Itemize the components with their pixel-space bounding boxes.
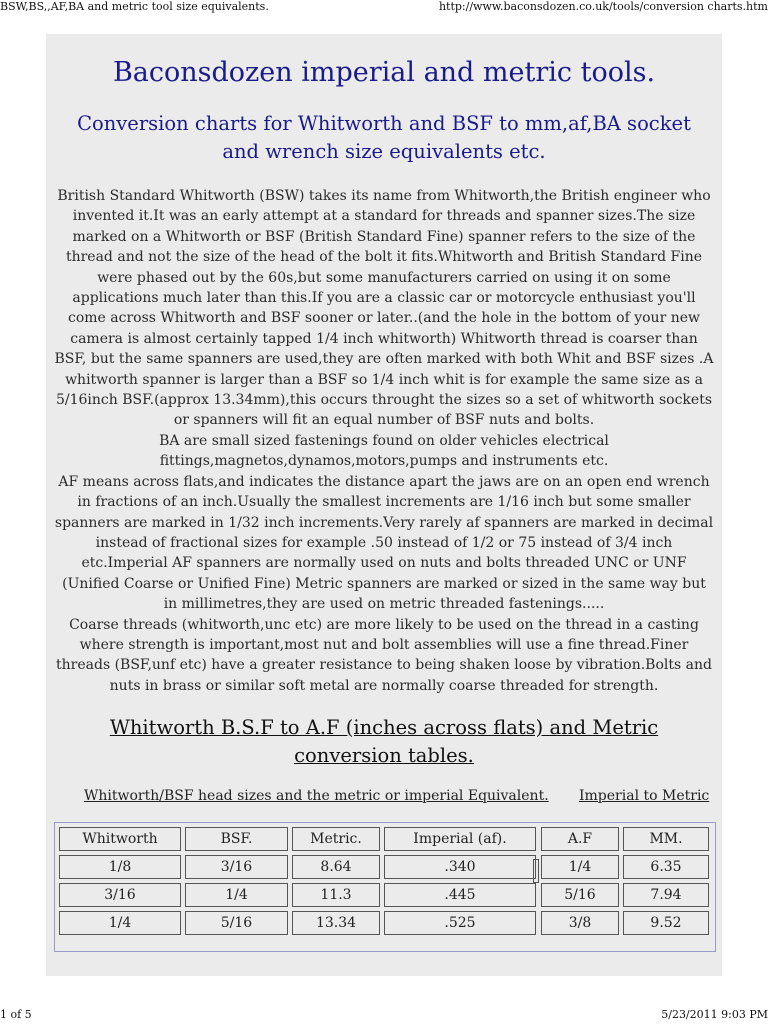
cell-mm: 7.94 [623, 883, 709, 907]
caption-whitworth-table: Whitworth/BSF head sizes and the metric or imperial Equivalent. [84, 788, 549, 805]
print-footer [0, 1008, 768, 1024]
paragraph-af: AF means across flats,and indicates the distance apart the jaws are on an open end wrench in fractions of an inch.Usually the smallest increments are 1/16 inch but some smaller spanners are marked in 1/32 inch increments.Very rarely af spanners are marked in decimal instead of fractional sizes for example .50 instead of 1/2 or 75 instead of 3/4 inch etc.Imperial AF spanners are normally used on nuts and bolts threaded UNC or UNF (Unified Coarse or Unified Fine) Metric spanners are marked or sized in the same way but in millimetres,they are used on metric threaded fastenings..... [54, 473, 714, 613]
cell-af: 1/4 [541, 855, 619, 879]
caption-imperial-metric-table: Imperial to Metric [579, 788, 710, 805]
paragraph-threads: Coarse threads (whitworth,unc etc) are more likely to be used on the thread in a casting where strength is important,most nut and bolt assemblies will use a fine thread.Finer threads (BSF,unf etc) have a greater resistance to being shaken loose by vibration.Bolts and nuts in brass or similar soft metal are normally coarse threaded for strength. [56, 616, 712, 694]
conversion-tables [54, 822, 716, 952]
paragraph-ba: BA are small sized fastenings found on older vehicles electrical fittings,magnetos,dynamos,motors,pumps and instruments etc. [159, 432, 609, 470]
table-row [541, 911, 709, 935]
header-bsf: BSF. [185, 827, 288, 851]
header-imperial-af: Imperial (af). [384, 827, 536, 851]
table-captions [46, 788, 722, 810]
imperial-metric-table [537, 823, 713, 939]
page-subtitle: Conversion charts for Whitworth and BSF to mm,af,BA socket and wrench size equivalents etc. [77, 112, 691, 163]
page-count: 1 of 5 [0, 1008, 32, 1021]
cell-bsf: 1/4 [185, 883, 288, 907]
cell-af: 3/8 [541, 911, 619, 935]
intro-text [54, 186, 714, 696]
print-header [0, 0, 768, 16]
cell-imperial-af: .445 [384, 883, 536, 907]
header-whitworth: Whitworth [59, 827, 181, 851]
cell-whitworth: 1/4 [59, 911, 181, 935]
table-row [59, 883, 536, 907]
print-header-title: BSW,BS,,AF,BA and metric tool size equivalents. [0, 0, 269, 13]
section-heading: Whitworth B.S.F to A.F (inches across flats) and Metric conversion tables. [109, 716, 659, 768]
table-row [541, 855, 709, 879]
cell-bsf: 5/16 [185, 911, 288, 935]
cell-metric: 11.3 [292, 883, 380, 907]
cell-whitworth: 3/16 [59, 883, 181, 907]
table-header-row [59, 827, 536, 851]
paragraph-bsw: British Standard Whitworth (BSW) takes its name from Whitworth,the British engineer who invented it.It was an early attempt at a standard for threads and spanner sizes.The size marked on a Whitworth or BSF (British Standard Fine) spanner refers to the size of the thread and not the size of the head of the bolt it fits.Whitworth and British Standard Fine were phased out by the 60s,but some manufacturers carried on using it on some applications much later than this.If you are a classic car or motorcycle enthusiast you'll come across Whitworth and BSF sooner or later..(and the hole in the bottom of your new camera is almost certainly tapped 1/4 inch whitworth) Whitworth thread is coarser than BSF, but the same spanners are used,they are often marked with both Whit and BSF sizes .A whitworth spanner is larger than a BSF so 1/4 inch whit is for example the same size as a 5/16inch BSF.(approx 13.34mm),this occurs throught the sizes so a set of whitworth sockets or spanners will fit an equal number of BSF nuts and bolts. [54, 188, 714, 429]
table-row [59, 855, 536, 879]
cell-bsf: 3/16 [185, 855, 288, 879]
cell-mm: 6.35 [623, 855, 709, 879]
cell-whitworth: 1/8 [59, 855, 181, 879]
cell-mm: 9.52 [623, 911, 709, 935]
cell-imperial-af: .525 [384, 911, 536, 935]
cell-metric: 13.34 [292, 911, 380, 935]
cell-imperial-af: .340 [384, 855, 536, 879]
content-panel [46, 34, 722, 976]
header-mm: MM. [623, 827, 709, 851]
table-header-row [541, 827, 709, 851]
site-title: Baconsdozen imperial and metric tools. [112, 57, 656, 88]
header-af: A.F [541, 827, 619, 851]
print-header-url: http://www.baconsdozen.co.uk/tools/conversion charts.htm [438, 0, 768, 13]
cell-af: 5/16 [541, 883, 619, 907]
table-row [59, 911, 536, 935]
header-metric: Metric. [292, 827, 380, 851]
whitworth-table [55, 823, 540, 939]
print-datetime: 5/23/2011 9:03 PM [661, 1008, 768, 1021]
table-row [541, 883, 709, 907]
cell-metric: 8.64 [292, 855, 380, 879]
